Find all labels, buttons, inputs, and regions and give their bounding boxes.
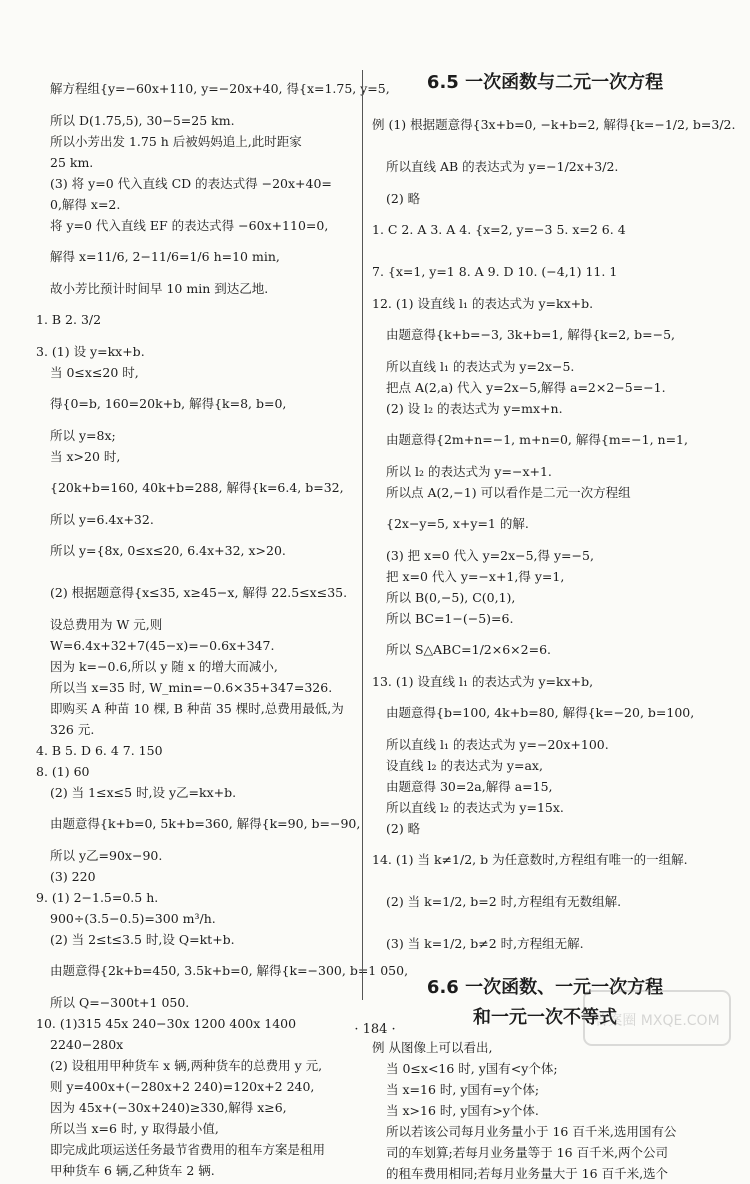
text-line: (2) 略 bbox=[386, 821, 421, 836]
watermark-logo bbox=[582, 989, 732, 1047]
text-line: 当 0≤x≤20 时, bbox=[50, 365, 139, 380]
text-line: 13. (1) 设直线 l₁ 的表达式为 y=kx+b, bbox=[372, 674, 594, 689]
text-line: 所以 y=8x; bbox=[50, 428, 116, 443]
text-line: 2240−280x bbox=[50, 1037, 124, 1052]
watermark-text: 答案圈 MXQE.COM bbox=[594, 1013, 720, 1029]
text-line: (2) 当 k=1/2, b=2 时,方程组有无数组解. bbox=[386, 894, 622, 909]
text-line: 解方程组{y=−60x+110, y=−20x+40, 得{x=1.75, y=5, bbox=[50, 81, 390, 96]
text-line: 所以若该公司每月业务量小于 16 百千米,选用国有公 bbox=[386, 1124, 677, 1139]
text-line: 把 x=0 代入 y=−x+1,得 y=1, bbox=[386, 569, 565, 584]
text-line: 7. {x=1, y=1 8. A 9. D 10. (−4,1) 11. 1 bbox=[372, 264, 618, 279]
text-line: 由题意得{k+b=0, 5k+b=360, 解得{k=90, b=−90, bbox=[50, 816, 361, 831]
text-line: (2) 设租用甲种货车 x 辆,两种货车的总费用 y 元, bbox=[50, 1058, 323, 1073]
text-line: 所以小芳出发 1.75 h 后被妈妈追上,此时距家 bbox=[50, 134, 302, 149]
text-line: 由题意得 30=2a,解得 a=15, bbox=[386, 779, 553, 794]
text-line: 例 从图像上可以看出, bbox=[372, 1040, 493, 1055]
text-line: 所以直线 l₁ 的表达式为 y=−20x+100. bbox=[386, 737, 609, 752]
text-line: 所以 y={8x, 0≤x≤20, 6.4x+32, x>20. bbox=[50, 543, 286, 558]
text-line: 甲种货车 6 辆,乙种货车 2 辆. bbox=[50, 1163, 215, 1178]
text-line: 所以点 A(2,−1) 可以看作是二元一次方程组 bbox=[386, 485, 631, 500]
text-line: 把点 A(2,a) 代入 y=2x−5,解得 a=2×2−5=−1. bbox=[386, 380, 666, 395]
text-line: 326 元. bbox=[50, 722, 95, 737]
text-line: 所以 l₂ 的表达式为 y=−x+1. bbox=[386, 464, 552, 479]
text-line: 设直线 l₂ 的表达式为 y=ax, bbox=[386, 758, 543, 773]
text-line: 所以 S△ABC=1/2×6×2=6. bbox=[386, 642, 552, 657]
text-line: 当 x>20 时, bbox=[50, 449, 121, 464]
text-line: 即购买 A 种苗 10 棵, B 种苗 35 棵时,总费用最低,为 bbox=[50, 701, 344, 716]
text-line: 14. (1) 当 k≠1/2, b 为任意数时,方程组有唯一的一组解. bbox=[372, 852, 688, 867]
text-line: 所以直线 l₁ 的表达式为 y=2x−5. bbox=[386, 359, 575, 374]
text-line: 由题意得{k+b=−3, 3k+b=1, 解得{k=2, b=−5, bbox=[386, 327, 676, 342]
text-line: 得{0=b, 160=20k+b, 解得{k=8, b=0, bbox=[50, 396, 287, 411]
text-line: 当 0≤x<16 时, y国有<y个体; bbox=[386, 1061, 558, 1076]
text-line: 9. (1) 2−1.5=0.5 h. bbox=[36, 890, 159, 905]
text-line: 则 y=400x+(−280x+2 240)=120x+2 240, bbox=[50, 1079, 315, 1094]
text-line: 因为 k=−0.6,所以 y 随 x 的增大而减小, bbox=[50, 659, 278, 674]
text-line: 3. (1) 设 y=kx+b. bbox=[36, 344, 145, 359]
text-line: (2) 根据题意得{x≤35, x≥45−x, 解得 22.5≤x≤35. bbox=[50, 585, 348, 600]
text-line: 当 x=16 时, y国有=y个体; bbox=[386, 1082, 540, 1097]
page-number: · 184 · bbox=[354, 1022, 396, 1037]
text-line: 25 km. bbox=[50, 155, 94, 170]
text-line: 8. (1) 60 bbox=[36, 764, 90, 779]
text-line: 由题意得{2k+b=450, 3.5k+b=0, 解得{k=−300, b=1 050, bbox=[50, 963, 409, 978]
text-line: 所以 Q=−300t+1 050. bbox=[50, 995, 190, 1010]
text-line: 900÷(3.5−0.5)=300 m³/h. bbox=[50, 911, 216, 926]
text-line: 所以当 x=35 时, W_min=−0.6×35+347=326. bbox=[50, 680, 333, 695]
text-line: 所以 y乙=90x−90. bbox=[50, 848, 163, 863]
text-line: 即完成此项运送任务最节省费用的租车方案是租用 bbox=[50, 1142, 326, 1157]
text-line: 4. B 5. D 6. 4 7. 150 bbox=[36, 743, 163, 758]
text-line: 解得 x=11/6, 2−11/6=1/6 h=10 min, bbox=[50, 249, 280, 264]
text-line: (3) 把 x=0 代入 y=2x−5,得 y=−5, bbox=[386, 548, 594, 563]
text-line: 所以直线 AB 的表达式为 y=−1/2x+3/2. bbox=[386, 159, 619, 174]
text-line: (2) 当 1≤x≤5 时,设 y乙=kx+b. bbox=[50, 785, 237, 800]
text-line: 由题意得{b=100, 4k+b=80, 解得{k=−20, b=100, bbox=[386, 705, 695, 720]
text-line: 由题意得{2m+n=−1, m+n=0, 解得{m=−1, n=1, bbox=[386, 432, 688, 447]
section-6-5-content bbox=[372, 104, 736, 965]
text-line: 所以 B(0,−5), C(0,1), bbox=[386, 590, 516, 605]
text-line: (3) 将 y=0 代入直线 CD 的表达式得 −20x+40= bbox=[50, 176, 332, 191]
text-line: 12. (1) 设直线 l₁ 的表达式为 y=kx+b. bbox=[372, 296, 594, 311]
text-line: 故小芳比预计时间早 10 min 到达乙地. bbox=[50, 281, 269, 296]
text-line: 所以直线 l₂ 的表达式为 y=15x. bbox=[386, 800, 564, 815]
text-line: 的租车费用相同;若每月业务量大于 16 百千米,选个 bbox=[386, 1166, 669, 1181]
text-line: 所以 BC=1−(−5)=6. bbox=[386, 611, 514, 626]
text-line: (3) 220 bbox=[50, 869, 96, 884]
text-line: 1. C 2. A 3. A 4. {x=2, y=−3 5. x=2 6. 4 bbox=[372, 222, 626, 237]
text-line: (2) 设 l₂ 的表达式为 y=mx+n. bbox=[386, 401, 563, 416]
text-line: (2) 当 2≤t≤3.5 时,设 Q=kt+b. bbox=[50, 932, 235, 947]
text-line: 例 (1) 根据题意得{3x+b=0, −k+b=2, 解得{k=−1/2, b=3/2. bbox=[372, 117, 736, 132]
section-title-6-6-line2: 和一元一次不等式 bbox=[473, 1007, 617, 1028]
text-line: 所以 y=6.4x+32. bbox=[50, 512, 154, 527]
text-line: 所以 D(1.75,5), 30−5=25 km. bbox=[50, 113, 235, 128]
text-line: 司的车划算;若每月业务量等于 16 百千米,两个公司 bbox=[386, 1145, 669, 1160]
text-line: 1. B 2. 3/2 bbox=[36, 312, 102, 327]
section-title-6-5: 6.5 一次函数与二元一次方程 bbox=[426, 72, 664, 93]
text-line: {2x−y=5, x+y=1 的解. bbox=[386, 516, 529, 531]
text-line: (2) 略 bbox=[386, 191, 421, 206]
text-line: 因为 45x+(−30x+240)≥330,解得 x≥6, bbox=[50, 1100, 287, 1115]
text-line: 将 y=0 代入直线 EF 的表达式得 −60x+110=0, bbox=[50, 218, 329, 233]
text-line: 当 x>16 时, y国有>y个体. bbox=[386, 1103, 539, 1118]
text-line: 设总费用为 W 元,则 bbox=[50, 617, 163, 632]
text-line: 0,解得 x=2. bbox=[50, 197, 121, 212]
text-line: W=6.4x+32+7(45−x)=−0.6x+347. bbox=[50, 638, 275, 653]
section-title-6-6-line1: 6.6 一次函数、一元一次方程 bbox=[426, 977, 664, 998]
text-line: 10. (1)315 45x 240−30x 1200 400x 1400 bbox=[36, 1016, 297, 1031]
text-line: 所以当 x=6 时, y 取得最小值, bbox=[50, 1121, 219, 1136]
section-6-6-content bbox=[372, 1037, 718, 1184]
text-line: (3) 当 k=1/2, b≠2 时,方程组无解. bbox=[386, 936, 584, 951]
text-line: {20k+b=160, 40k+b=288, 解得{k=6.4, b=32, bbox=[50, 480, 344, 495]
column-divider bbox=[362, 70, 363, 1000]
